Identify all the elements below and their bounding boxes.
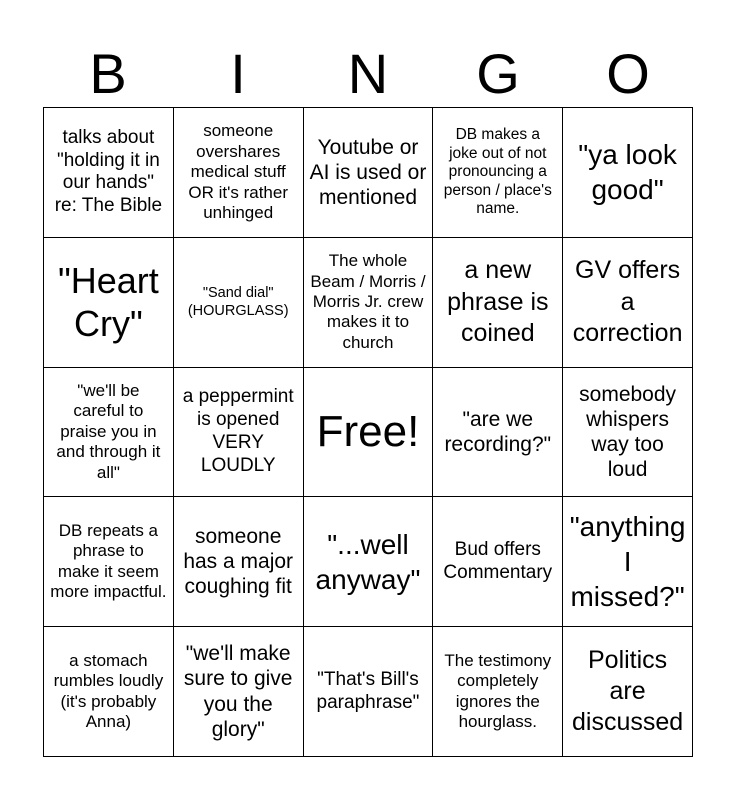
bingo-cell-r2c2[interactable]: [174, 238, 304, 368]
bingo-cell-r2c3[interactable]: [304, 238, 434, 368]
header-letter-g: G: [476, 42, 520, 105]
bingo-cell-text: "ya look good": [578, 139, 677, 206]
bingo-cell-text: a stomach rumbles loudly (it's probably Anna): [53, 650, 164, 731]
bingo-cell-text: someone has a major coughing fit: [183, 525, 294, 599]
bingo-cell-text: "are we recording?": [444, 407, 552, 456]
bingo-cell-text: Politics are discussed: [572, 645, 684, 737]
bingo-cell-r4c3[interactable]: [304, 497, 434, 627]
bingo-cell-text: "Sand dial" (HOURGLASS): [187, 285, 289, 320]
bingo-cell-text: DB makes a joke out of not pronouncing a person / place's name.: [443, 125, 552, 218]
bingo-cell-text: a new phrase is coined: [447, 256, 549, 347]
bingo-cell-text: The testimony completely ignores the hourglass.: [444, 650, 552, 731]
bingo-cell-r5c2[interactable]: [174, 627, 304, 757]
bingo-cell-text: talks about "holding it in our hands" re: The Bible: [54, 126, 163, 217]
bingo-cell-text: "...well anyway": [315, 528, 421, 595]
bingo-cell-r2c4[interactable]: [433, 238, 563, 368]
bingo-cell-text: "anything I missed?": [569, 511, 686, 613]
bingo-cell-r4c2[interactable]: [174, 497, 304, 627]
bingo-cell-r2c1[interactable]: [44, 238, 174, 368]
bingo-cell-text: DB repeats a phrase to make it seem more impactful.: [50, 521, 167, 602]
bingo-cell-text: someone overshares medical stuff OR it's rather unhinged: [188, 121, 288, 222]
bingo-cell-r4c1[interactable]: [44, 497, 174, 627]
free-space-text: Free!: [316, 406, 420, 456]
bingo-cell-text: GV offers a correction: [572, 256, 683, 347]
bingo-cell-text: The whole Beam / Morris / Morris Jr. crew makes it to church: [310, 251, 426, 352]
bingo-cell-r1c3[interactable]: [304, 108, 434, 238]
bingo-cell-text: Bud offers Commentary: [443, 538, 553, 583]
bingo-cell-text: somebody whispers way too loud: [579, 382, 677, 482]
bingo-cell-r3c5[interactable]: [563, 368, 693, 498]
bingo-cell-r5c5[interactable]: [563, 627, 693, 757]
bingo-cell-r5c3[interactable]: [304, 627, 434, 757]
bingo-cell-text: "we'll make sure to give you the glory": [183, 642, 293, 741]
bingo-cell-text: "That's Bill's paraphrase": [316, 668, 420, 713]
bingo-cell-text: "Heart Cry": [57, 260, 159, 345]
bingo-cell-r1c5[interactable]: [563, 108, 693, 238]
header-letter-b: B: [89, 42, 127, 105]
header-letter-n: N: [347, 42, 389, 105]
bingo-cell-r3c2[interactable]: [174, 368, 304, 498]
bingo-cell-r5c4[interactable]: [433, 627, 563, 757]
bingo-cell-r3c4[interactable]: [433, 368, 563, 498]
bingo-cell-r1c2[interactable]: [174, 108, 304, 238]
bingo-cell-r1c1[interactable]: [44, 108, 174, 238]
bingo-cell-r5c1[interactable]: [44, 627, 174, 757]
bingo-cell-r4c4[interactable]: [433, 497, 563, 627]
bingo-cell-r2c5[interactable]: [563, 238, 693, 368]
header-letter-o: O: [606, 42, 650, 105]
bingo-cell-text: Youtube or AI is used or mentioned: [309, 135, 427, 209]
bingo-cell-r1c4[interactable]: [433, 108, 563, 238]
bingo-cell-r3c1[interactable]: [44, 368, 174, 498]
bingo-cell-r4c5[interactable]: [563, 497, 693, 627]
header-letter-i: I: [230, 42, 246, 105]
bingo-board: [43, 107, 693, 757]
bingo-cell-text: a peppermint is opened VERY LOUDLY: [182, 386, 294, 476]
bingo-header: [43, 40, 693, 108]
bingo-cell-text: "we'll be careful to praise you in and through it all": [56, 381, 161, 482]
bingo-cell-free[interactable]: [304, 368, 434, 498]
